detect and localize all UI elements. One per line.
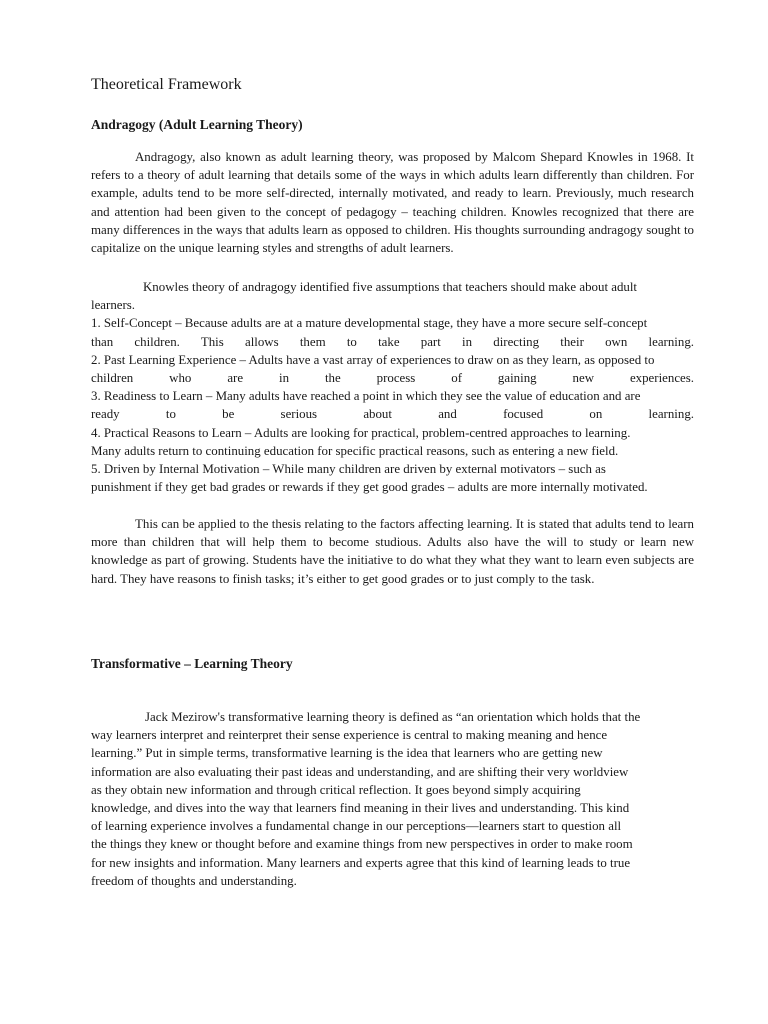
document-title: Theoretical Framework	[91, 76, 242, 93]
transformative-line-9: for new insights and information. Many learners and experts agree that this kind of learning leads to true	[91, 855, 631, 870]
transformative-line-1: Jack Mezirow's transformative learning theory is defined as “an orientation which holds that the	[145, 710, 641, 724]
transformative-line-7: of learning experience involves a fundamental change in our perceptions—learners start to question all	[91, 819, 622, 834]
assumption-1-line-2: than children. This allows them to take part in directing their own learning.	[91, 334, 694, 349]
transformative-line-3: learning.” Put in simple terms, transformative learning is the idea that learners who are getting new	[91, 746, 603, 761]
transformative-line-2: way learners interpret and reinterpret their sense experience is central to making meaning and hence	[91, 728, 608, 743]
section-heading-transformative: Transformative – Learning Theory	[91, 656, 293, 671]
assumption-3-line-1: 3. Readiness to Learn – Many adults have reached a point in which they see the value of education and are	[91, 389, 641, 404]
assumptions-intro-line-1: Knowles theory of andragogy identified five assumptions that teachers should make about adult	[143, 280, 638, 294]
assumption-1-line-1: 1. Self-Concept – Because adults are at a mature developmental stage, they have a more secure self-concept	[91, 316, 648, 331]
transformative-line-4: information are also evaluating their past ideas and understanding, and are shifting their very worldview	[91, 764, 629, 779]
assumption-5-line-1: 5. Driven by Internal Motivation – While many children are driven by external motivators – such as	[91, 462, 606, 477]
transformative-line-6: knowledge, and dives into the way that learners find meaning in their lives and understanding. This kind	[91, 801, 630, 816]
section-heading-andragogy: Andragogy (Adult Learning Theory)	[91, 117, 303, 132]
transformative-line-5: as they obtain new information and through critical reflection. It goes beyond simply acquiring	[91, 782, 581, 797]
andragogy-application-paragraph: This can be applied to the thesis relating to the factors affecting learning. It is stated that adults tend to learn more than children that will help them to become studious. Adults also have the will to study or learn new knowledge as part of growing. Students have the initiative to do what they what they want to learn even subjects are hard. They have reasons to finish tasks; it’s either to get good grades or to just comply to the task.	[91, 517, 694, 586]
transformative-line-10: freedom of thoughts and understanding.	[91, 873, 297, 888]
transformative-line-8: the things they knew or thought before and examine things from new perspectives in order to make room	[91, 837, 633, 852]
assumptions-block	[91, 278, 694, 496]
assumption-4-line-2: Many adults return to continuing education for specific practical reasons, such as entering a new field.	[91, 443, 619, 458]
andragogy-paragraph-1: Andragogy, also known as adult learning theory, was proposed by Malcom Shepard Knowles in 1968. It refers to a theory of adult learning that details some of the ways in which adults learn differently than children. For example, adults tend to be more self-directed, internally motivated, and ready to learn. Previously, much research and attention had been given to the concept of pedagogy – teaching children. Knowles recognized that there are many differences in the ways that adults learn as opposed to children. His thoughts surrounding andragogy sought to capitalize on the unique learning styles and strengths of adult learners.	[91, 150, 694, 256]
transformative-paragraph	[91, 708, 694, 890]
assumptions-intro-line-2: learners.	[91, 298, 136, 313]
assumption-5-line-2: punishment if they get bad grades or rewards if they get good grades – adults are more internally motivated.	[91, 480, 648, 495]
assumption-4-line-1: 4. Practical Reasons to Learn – Adults are looking for practical, problem-centred approaches to learning.	[91, 425, 631, 440]
assumption-2-line-2: children who are in the process of gaining new experiences.	[91, 371, 694, 386]
assumption-2-line-1: 2. Past Learning Experience – Adults have a vast array of experiences to draw on as they learn, as opposed to	[91, 352, 655, 367]
assumption-3-line-2: ready to be serious about and focused on learning.	[91, 407, 694, 422]
